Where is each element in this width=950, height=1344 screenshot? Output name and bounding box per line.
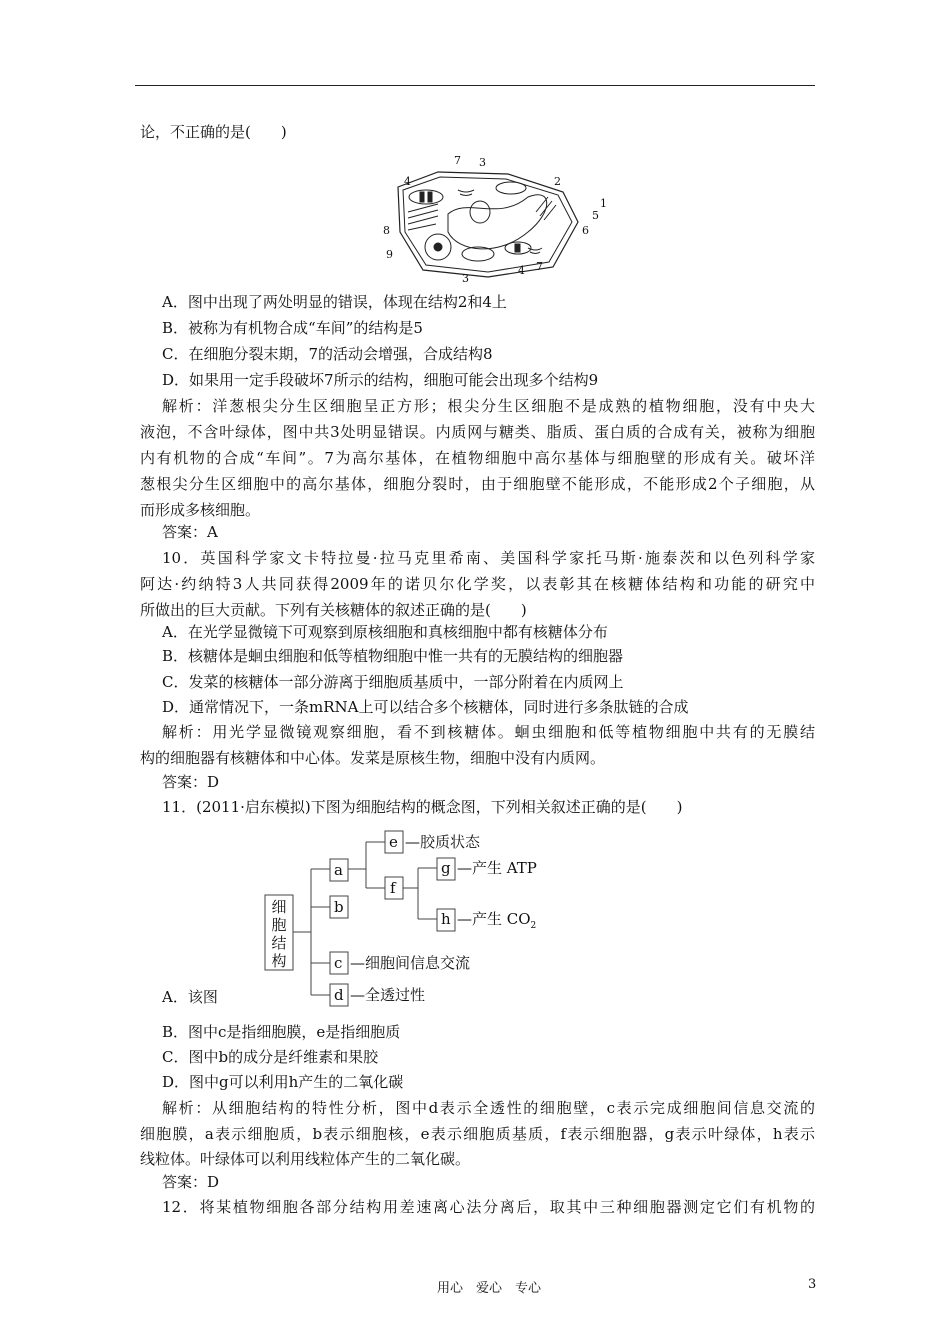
q10-option-d: D．通常情况下，一条mRNA上可以结合多个核糖体，同时进行多条肽链的合成 [162,698,689,716]
footer-motto: 用心 爱心 专心 [437,1281,542,1296]
page-number: 3 [808,1277,817,1292]
concept-root: 细胞结构 [271,898,287,970]
label-7-top: 7 [454,154,461,167]
node-d: d [334,986,344,1004]
q10-analysis-line: 解析：用光学显微镜观察细胞，看不到核糖体。蛔虫细胞和低等植物细胞中共有的无膜结 [162,723,815,741]
q11-analysis-line: 线粒体。叶绿体可以利用线粒体产生的二氧化碳。 [140,1150,471,1168]
q11-option-a: A．该图 [162,988,218,1006]
node-h: h [441,910,451,928]
node-h-text: —产生 $CO_2$ [457,910,537,931]
q9-option-a: A．图中出现了两处明显的错误，体现在结构2和4上 [162,293,507,311]
q10-stem-line: 阿达·约纳特3人共同获得2009年的诺贝尔化学奖，以表彰其在核糖体结构和功能的研究中 [140,575,815,593]
q9-analysis-line: 解析：洋葱根尖分生区细胞呈正方形；根尖分生区细胞不是成熟的植物细胞，没有中央大 [162,397,815,415]
label-2: 2 [554,175,561,188]
node-e-text: —胶质状态 [405,833,481,851]
q11-option-b: B．图中c是指细胞膜，e是指细胞质 [162,1023,401,1041]
q10-option-c: C．发菜的核糖体一部分游离于细胞质基质中，一部分附着在内质网上 [162,673,624,691]
q10-analysis-line: 构的细胞器有核糖体和中心体。发菜是原核生物，细胞中没有内质网。 [140,749,606,767]
q9-analysis-line: 葱根尖分生区细胞中的高尔基体，细胞分裂时，由于细胞壁不能形成，不能形成2个子细胞，从 [140,475,815,493]
label-3-top: 3 [479,156,486,169]
q9-analysis-line: 内有机物的合成“车间”。7为高尔基体，在植物细胞中高尔基体与细胞壁的形成有关。破坏洋 [140,449,815,467]
q12-stem: 12．将某植物细胞各部分结构用差速离心法分离后，取其中三种细胞器测定它们有机物的 [162,1198,815,1216]
label-9: 9 [386,248,393,261]
q11-option-c: C．图中b的成分是纤维素和果胶 [162,1048,379,1066]
cell-structure-concept-map [205,822,537,1007]
label-4-bottom: 4 [518,264,525,277]
label-6: 6 [582,224,589,237]
q10-stem-line: 10．英国科学家文卡特拉曼·拉马克里希南、美国科学家托马斯·施泰茨和以色列科学家 [162,549,815,567]
q10-option-b: B．核糖体是蛔虫细胞和低等植物细胞中惟一共有的无膜结构的细胞器 [162,647,624,665]
q9-analysis-line: 液泡，不含叶绿体，图中共3处明显错误。内质网与糖类、脂质、蛋白质的合成有关，被称为细胞 [140,423,815,441]
q9-option-b: B．被称为有机物合成“车间”的结构是5 [162,319,423,337]
label-3-bottom: 3 [462,272,469,285]
node-c-text: —细胞间信息交流 [350,954,471,972]
node-e: e [389,833,398,851]
label-1: 1 [600,197,607,210]
q11-analysis-line: 解析：从细胞结构的特性分析，图中d表示全透性的细胞壁，c表示完成细胞间信息交流的 [162,1099,815,1117]
q11-analysis-line: 细胞膜，a表示细胞质，b表示细胞核，e表示细胞质基质，f表示细胞器，g表示叶绿体，h表示 [140,1125,815,1143]
node-a: a [334,861,343,879]
q11-option-d: D．图中g可以利用h产生的二氧化碳 [162,1073,404,1091]
plant-cell-diagram [378,152,610,287]
q11-answer: 答案：D [162,1173,220,1191]
label-4-left: 4 [404,175,411,188]
node-g-text: —产生 ATP [457,859,537,877]
q9-analysis-line: 而形成多核细胞。 [140,501,261,519]
node-d-text: —全透过性 [350,986,426,1004]
q10-stem-line: 所做出的巨大贡献。下列有关核糖体的叙述正确的是( ) [140,601,527,619]
q11-stem: 11．(2011·启东模拟)下图为细胞结构的概念图，下列相关叙述正确的是( ) [162,798,683,816]
q9-option-c: C．在细胞分裂末期，7的活动会增强，合成结构8 [162,345,493,363]
node-g: g [441,859,451,877]
node-b: b [334,898,344,916]
q10-option-a: A．在光学显微镜下可观察到原核细胞和真核细胞中都有核糖体分布 [162,623,608,641]
label-8: 8 [383,224,390,237]
node-f: f [390,879,396,897]
node-c: c [334,954,343,972]
label-5: 5 [592,209,599,222]
header-rule [135,85,815,86]
label-7-bottom: 7 [536,260,543,273]
q9-option-d: D．如果用一定手段破坏7所示的结构，细胞可能会出现多个结构9 [162,371,599,389]
q9-stem-end: 论，不正确的是( ) [140,123,287,141]
q9-answer: 答案：A [162,523,218,541]
q10-answer: 答案：D [162,773,220,791]
